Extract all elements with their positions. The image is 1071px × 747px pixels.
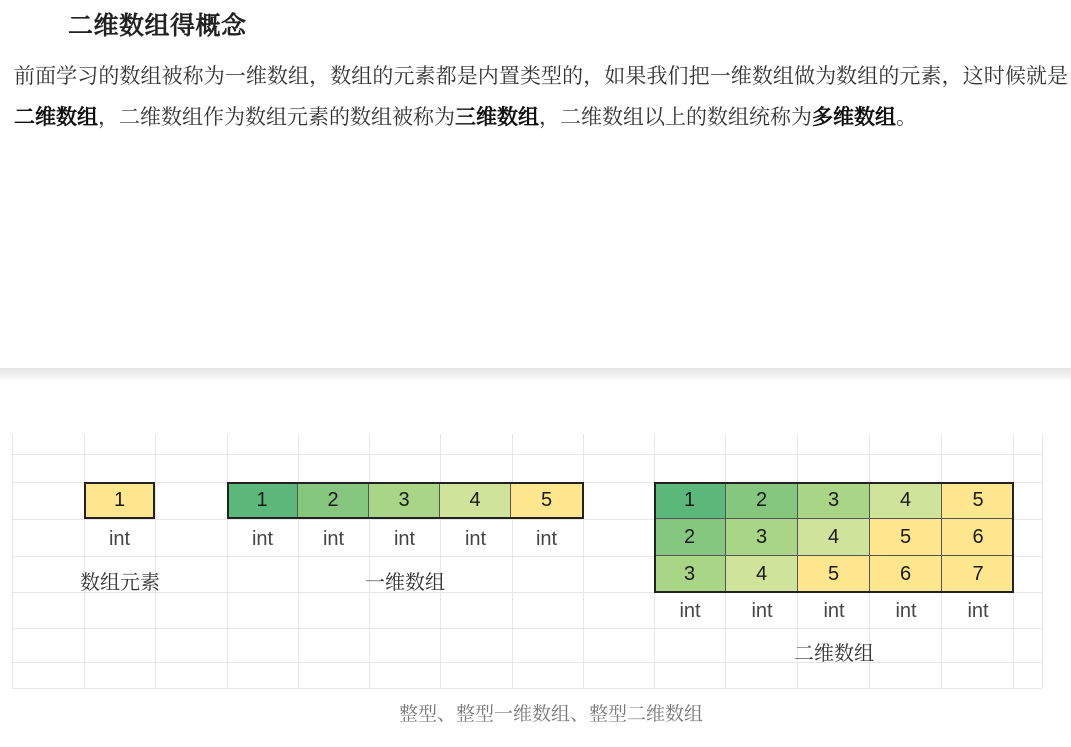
paragraph-text: 前面学习的数组被称为一维数组，数组的元素都是内置类型的，如果我们把一维数组做为数组的元素，这时候就是 [14,64,1068,88]
two-d-cell: 1 [654,482,726,519]
one-d-cell: 2 [298,482,369,519]
one-d-cell: 5 [511,482,582,519]
one-d-type-label: int [393,528,416,550]
grid-line-vertical [440,434,441,688]
one-d-type-label: int [322,528,345,550]
grid-line-horizontal [12,454,1042,455]
grid-line-horizontal [12,628,1042,629]
two-d-cell: 3 [726,519,798,556]
two-d-cell: 4 [798,519,870,556]
element-caption: 数组元素 [80,570,160,594]
two-d-type-label: int [895,600,917,622]
grid-line-vertical [512,434,513,688]
element-cell: 1 [84,482,155,519]
two-d-outline [654,482,1014,593]
paragraph-text: 。 [896,105,917,129]
two-d-cell: 6 [870,556,942,593]
grid-line-vertical [12,434,13,688]
element-type-label: int [108,528,131,550]
two-d-cell: 3 [798,482,870,519]
two-d-cell: 2 [726,482,798,519]
two-d-type-label: int [823,600,845,622]
one-d-cell: 3 [369,482,440,519]
grid-line-vertical [583,434,584,688]
one-d-cell: 1 [227,482,298,519]
two-d-cell: 5 [942,482,1014,519]
two-d-type-label: int [679,600,701,622]
one-d-cell: 4 [440,482,511,519]
grid-line-horizontal [12,688,1042,689]
grid-line-vertical [227,434,228,688]
two-d-cell: 5 [870,519,942,556]
paragraph-text: ，二维数组作为数组元素的数组被称为 [98,105,455,129]
two-d-cell: 6 [942,519,1014,556]
one-d-type-label: int [535,528,558,550]
grid-line-vertical [369,434,370,688]
bold-term: 三维数组 [455,105,539,129]
grid-line-vertical [84,434,85,688]
two-d-cell: 5 [798,556,870,593]
two-d-type-label: int [967,600,989,622]
two-d-cell: 4 [726,556,798,593]
bold-term: 多维数组 [812,105,896,129]
heading: 二维数组得概念 [68,11,247,40]
grid-line-vertical [298,434,299,688]
one-d-caption: 一维数组 [365,570,445,594]
figure-caption: 整型、整型一维数组、整型二维数组 [398,703,703,725]
grid-line-vertical [155,434,156,688]
one-d-type-label: int [251,528,274,550]
bold-term: 二维数组 [14,105,98,129]
one-d-outline [227,482,584,519]
two-d-caption: 二维数组 [794,641,874,665]
one-d-type-label: int [464,528,487,550]
two-d-cell: 4 [870,482,942,519]
two-d-cell: 2 [654,519,726,556]
two-d-cell: 7 [942,556,1014,593]
paragraph-text: ，二维数组以上的数组统称为 [539,105,812,129]
two-d-cell: 3 [654,556,726,593]
grid-line-vertical [1042,434,1043,688]
two-d-type-label: int [751,600,773,622]
